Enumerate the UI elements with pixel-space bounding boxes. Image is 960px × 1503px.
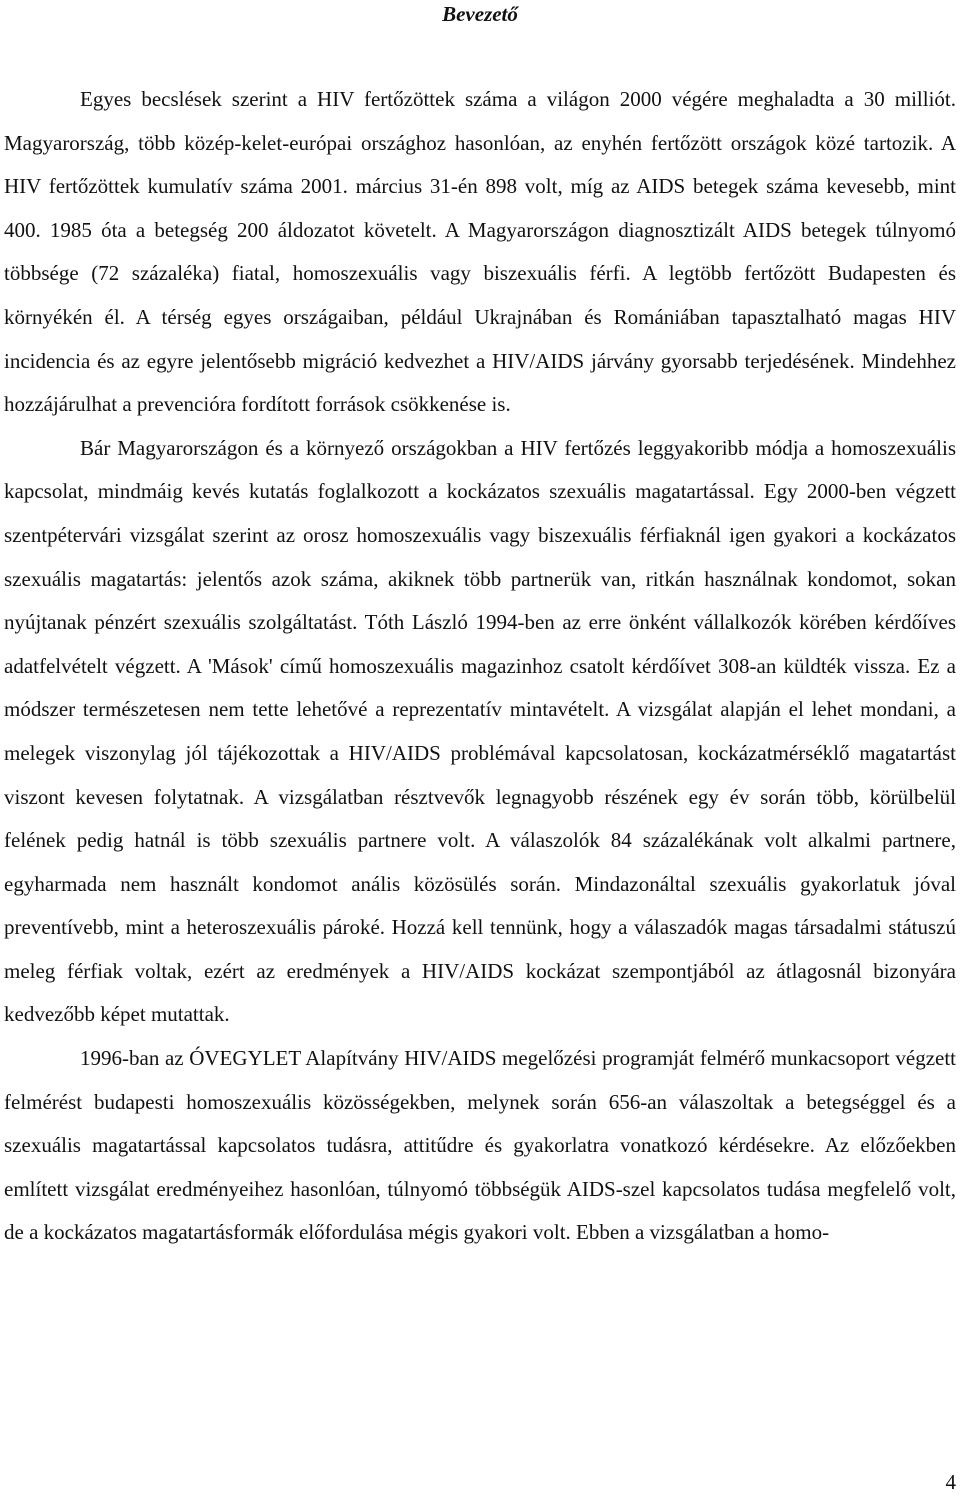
page-number: 4: [945, 1470, 956, 1494]
section-title: Bevezető: [442, 2, 518, 26]
paragraph-1: Egyes becslések szerint a HIV fertőzöttek száma a világon 2000 végére meghaladta a 30 milliót. Magyarország, több közép-kelet-európai országhoz hasonlóan, az enyhén fertőzött országok közé tartozik. A HIV fertőzöttek kumulatív száma 2001. március 31-én 898 volt, míg az AIDS betegek száma kevesebb, mint 400. 1985 óta a betegség 200 áldozatot követelt. A Magyarországon diagnosztizált AIDS betegek túlnyomó többsége (72 százaléka) fiatal, homoszexuális vagy biszexuális férfi. A legtöbb fertőzött Budapesten és környékén él. A térség egyes országaiban, például Ukrajnában és Romániában tapasztalható magas HIV incidencia és az egyre jelentősebb migráció kedvezhet a HIV/AIDS járvány gyorsabb terjedésének. Mindehhez hozzájárulhat a prevencióra fordított források csökkenése is.: [4, 87, 956, 417]
paragraph-2: Bár Magyarországon és a környező országokban a HIV fertőzés leggyakoribb módja a homoszexuális kapcsolat, mindmáig kevés kutatás foglalkozott a kockázatos szexuális magatartással. Egy 2000-ben végzett szentpétervári vizsgálat szerint az orosz homoszexuális vagy biszexuális férfiaknál igen gyakori a kockázatos szexuális magatartás: jelentős azok száma, akiknek több partnerük van, ritkán használnak kondomot, sokan nyújtanak pénzért szexuális szolgáltatást. Tóth László 1994-ben az erre önként vállalkozók körében kérdőíves adatfelvételt végzett. A 'Mások' című homoszexuális magazinhoz csatolt kérdőívet 308-an küldték vissza. Ez a módszer természetesen nem tette lehetővé a reprezentatív mintavételt. A vizsgálat alapján el lehet mondani, a melegek viszonylag jól tájékozottak a HIV/AIDS problémával kapcsolatosan, kockázatmérséklő magatartást viszont kevesen folytatnak. A vizsgálatban résztvevők legnagyobb részének egy év során több, körülbelül felének pedig hatnál is több szexuális partnere volt. A válaszolók 84 százalékának volt alkalmi partnere, egyharmada nem használt kondomot anális közösülés során. Mindazonáltal szexuális gyakorlatuk jóval preventívebb, mint a heteroszexuális pároké. Hozzá kell tennünk, hogy a válaszadók magas társadalmi státuszú meleg férfiak voltak, ezért az eredmények a HIV/AIDS kockázat szempontjából az átlagosnál bizonyára kedvezőbb képet mutattak.: [4, 435, 956, 1027]
paragraph-3: 1996-ban az ÓVEGYLET Alapítvány HIV/AIDS megelőzési programját felmérő munkacsoport végzett felmérést budapesti homoszexuális közösségekben, melynek során 656-an válaszoltak a betegséggel és a szexuális magatartással kapcsolatos tudásra, attitűdre és gyakorlatra vonatkozó kérdésekre. Az előzőekben említett vizsgálat eredményeihez hasonlóan, túlnyomó többségük AIDS-szel kapcsolatos tudása megfelelő volt, de a kockázatos magatartásformák előfordulása mégis gyakori volt. Ebben a vizsgálatban a homo-: [4, 1046, 956, 1245]
body-text: [4, 78, 956, 1255]
